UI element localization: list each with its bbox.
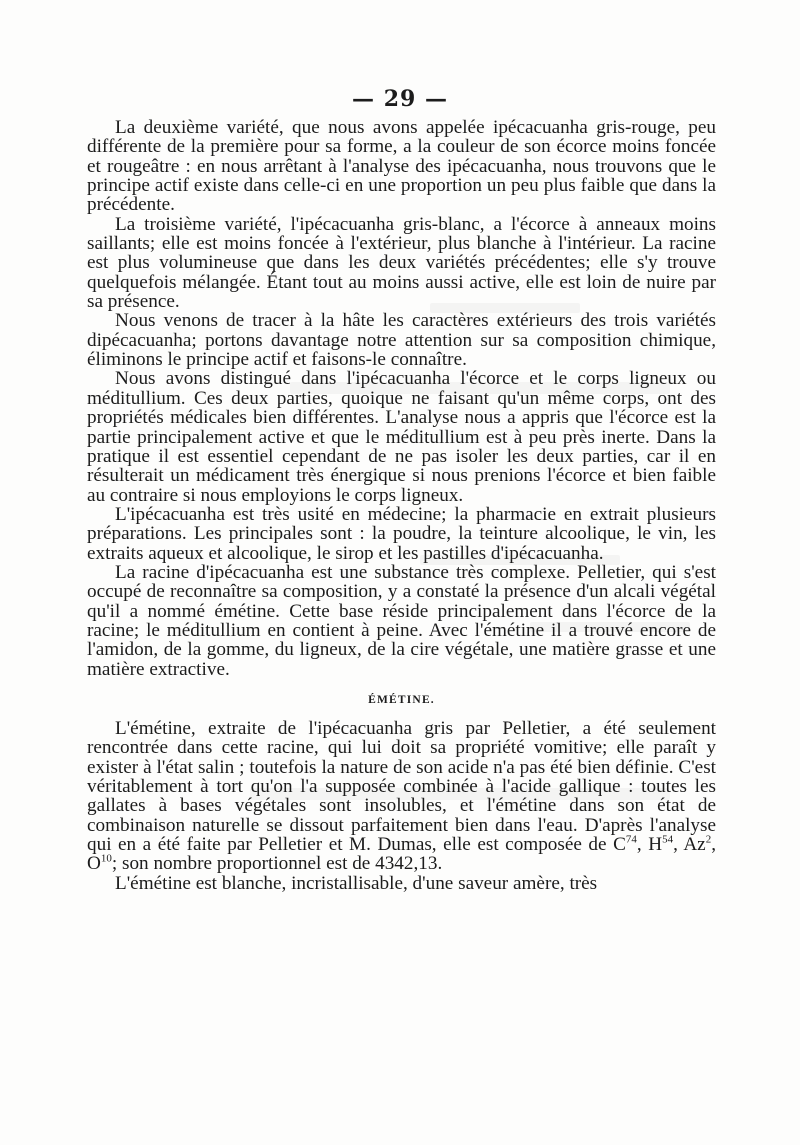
paragraph-chemical-composition: Nous venons de tracer à la hâte les caractères extérieurs des trois variétés dipécacuanha; portons davantage notre attention sur sa composition chimique, éliminons le principe actif et faisons-le connaître.: [87, 310, 716, 371]
formula-exponent: 54: [662, 833, 674, 846]
emetine-text-start: L'émétine, extraite de l'ipécacuanha gris par Pelletier, a été seulement rencontrée dans cette racine, qui lui doit sa propriété vomitive; elle paraît y exister à l'état salin ; toutefois la nature de son acide n'a pas été bien définie. C'est véritablement à tort qu'on l'a supposée combinée à l'acide gallique : toutes les gallates à bases végétales sont insolubles, et l'émétine dans son état de combinaison naturelle se dissout parfaitement bien dans l'eau. D'après l'analyse qui en a été faite par Pelletier et M. Dumas, elle est composée de: [87, 717, 716, 856]
formula-separator: ,: [673, 834, 684, 856]
paragraph-emetine-properties: L'émétine est blanche, incristallisable, d'une saveur amère, très: [115, 872, 598, 894]
formula-exponent: 10: [100, 852, 112, 865]
paragraph-emetine: [87, 719, 716, 874]
paragraph-second-variety: La deuxième variété, que nous avons appelée ipécacuanha gris-rouge, peu différente de la première pour sa forme, a la couleur de son écorce moins foncée et rougeâtre : en nous arrêtant à l'analyse des ipécacuanha, nous trouvons que le principe actif existe dans celle-ci en une proportion un peu plus faible que dans la précédente.: [87, 117, 716, 216]
page-number: — 29 —: [352, 86, 448, 112]
paragraph-bark-and-core: Nous avons distingué dans l'ipécacuanha l'écorce et le corps ligneux ou méditullium. Ces deux parties, quoique ne faisant qu'un même corps, ont des propriétés médicales bien différentes. L'analyse nous a appris que l'écorce est la partie principalement active et que le méditullium est à peu près inerte. Dans la pratique il est essentiel cependant de ne pas isoler les deux parties, car il en résulterait un médicament très énergique si nous prenions l'écorce et bien faible au contraire si nous employions le corps ligneux.: [87, 368, 716, 506]
formula-element-hydrogen: H: [648, 834, 663, 856]
formula-exponent: 74: [625, 833, 637, 846]
emetine-text-end: ; son nombre proportionnel est de 4342,13.: [111, 853, 443, 875]
paragraph-preparations: L'ipécacuanha est très usité en médecine; la pharmacie en extrait plusieurs préparations. Les principales sont : la poudre, la teinture alcoolique, le vin, les extraits aqueux et alcoolique, le sirop et les pastilles d'ipécacuanha.: [87, 503, 716, 564]
formula-exponent: 2: [705, 833, 712, 846]
formula-element-oxygen: O: [87, 853, 101, 875]
paragraph-third-variety: La troisième variété, l'ipécacuanha gris-blanc, a l'écorce à anneaux moins saillants; elle est moins foncée à l'extérieur, plus blanche à l'intérieur. La racine est plus volumineuse que dans les deux variétés précédentes; elle s'y trouve quelquefois mélangée. Étant tout au moins aussi active, elle est loin de nuire par sa présence.: [87, 213, 716, 313]
formula-separator: ,: [636, 834, 649, 856]
paragraph-complex-substance: La racine d'ipécacuanha est une substance très complexe. Pelletier, qui s'est occupé de reconnaître sa composition, y a constaté la présence d'un alcali végétal qu'il a nommé émétine. Cette base réside principalement dans l'écorce de la racine; le méditullium en contient à peine. Avec l'émétine il a trouvé encore de l'amidon, de la gomme, du ligneux, de la cire végétale, une matière grasse et une matière extractive.: [87, 561, 716, 680]
formula-element-nitrogen: Az: [683, 834, 706, 856]
formula-separator: ,: [711, 834, 716, 856]
body-text: [87, 118, 716, 893]
section-heading-emetine: ÉMÉTINE.: [368, 693, 435, 706]
formula-element-carbon: C: [613, 834, 626, 856]
